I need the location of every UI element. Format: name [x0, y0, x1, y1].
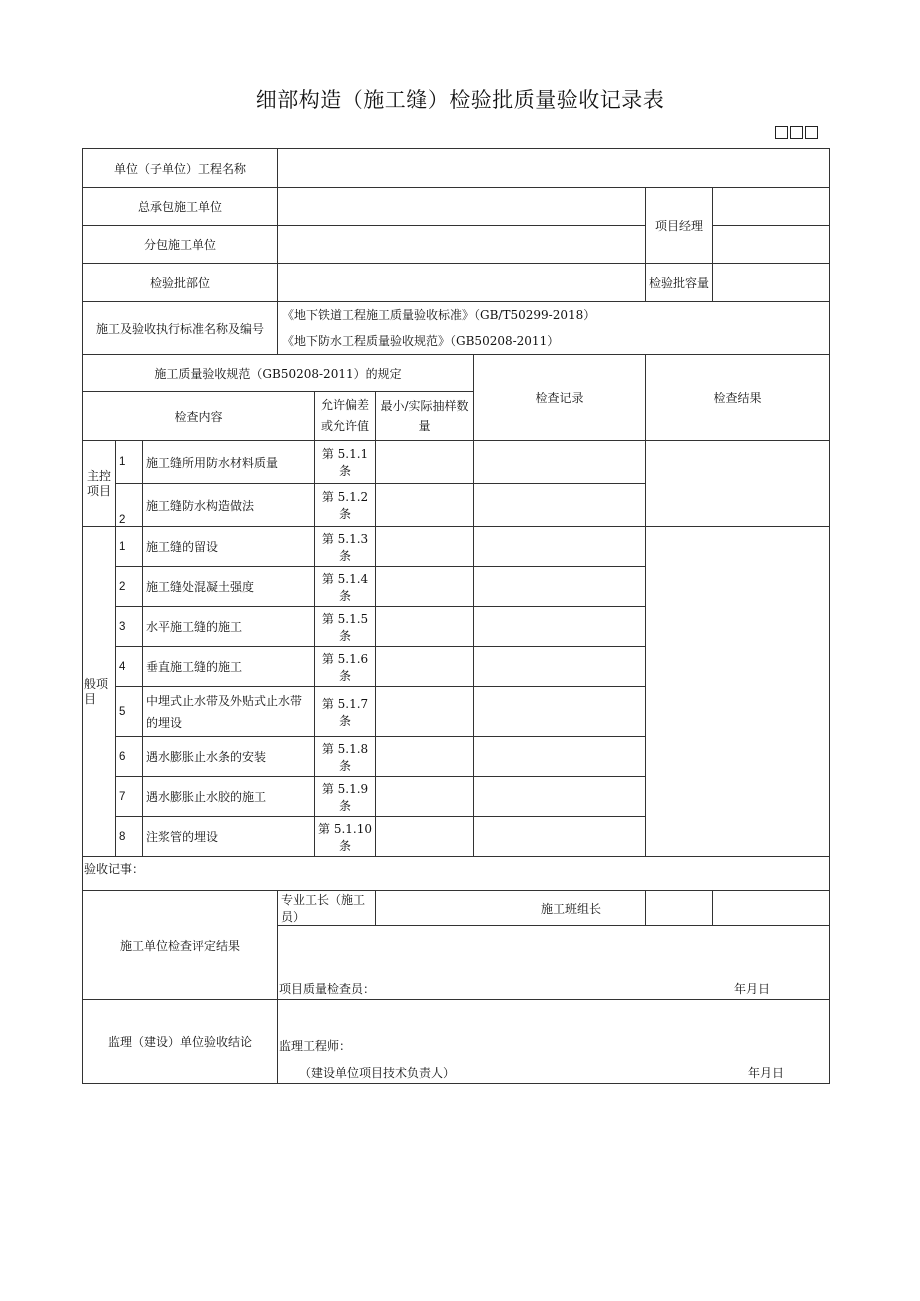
- item-content: 遇水膨胀止水条的安装: [143, 737, 315, 777]
- record-cell[interactable]: [474, 527, 646, 567]
- item-clause: 第 5.1.9 条: [315, 777, 376, 817]
- form-code-boxes: [775, 126, 818, 139]
- record-cell[interactable]: [474, 484, 646, 527]
- spec-title: 施工质量验收规范（GB50208-2011）的规定: [83, 355, 474, 392]
- sample-cell[interactable]: [376, 527, 474, 567]
- item-clause: 第 5.1.1 条: [315, 441, 376, 484]
- general-contractor-value[interactable]: [278, 188, 646, 226]
- subcontractor-manager-value[interactable]: [713, 226, 830, 264]
- foreman-label: 专业工长（施工员）: [278, 891, 376, 926]
- item-clause: 第 5.1.2 条: [315, 484, 376, 527]
- item-clause: 第 5.1.7 条: [315, 687, 376, 737]
- check-record-header: 检查记录: [474, 355, 646, 441]
- item-content: 水平施工缝的施工: [143, 607, 315, 647]
- sample-cell[interactable]: [376, 647, 474, 687]
- subcontractor-label: 分包施工单位: [83, 226, 278, 264]
- item-clause: 第 5.1.10 条: [315, 817, 376, 857]
- general-items-label: 般项目: [83, 527, 116, 857]
- standard-item: 《地下铁道工程施工质量验收标准》（GB/T50299-2018）: [282, 308, 596, 322]
- sample-cell[interactable]: [376, 567, 474, 607]
- team-leader-text: 施工班组长: [541, 901, 602, 916]
- unit-project-label: 单位（子单位）工程名称: [83, 149, 278, 188]
- inspection-capacity-label: 检验批容量: [646, 264, 713, 302]
- item-number: 1: [116, 441, 143, 484]
- sample-header: 最小/实际抽样数量: [376, 392, 474, 441]
- supervision-cell[interactable]: [278, 1000, 830, 1084]
- general-result-cell[interactable]: [646, 527, 830, 857]
- subcontractor-value[interactable]: [278, 226, 646, 264]
- record-cell[interactable]: [474, 687, 646, 737]
- item-number: 5: [116, 687, 143, 737]
- record-cell[interactable]: [474, 647, 646, 687]
- item-content: 垂直施工缝的施工: [143, 647, 315, 687]
- item-number: 2: [116, 567, 143, 607]
- sample-cell[interactable]: [376, 817, 474, 857]
- inspection-capacity-value[interactable]: [713, 264, 830, 302]
- item-number: 8: [116, 817, 143, 857]
- supervision-label: 监理（建设）单位验收结论: [83, 1000, 278, 1084]
- sample-cell[interactable]: [376, 607, 474, 647]
- owner-rep-label: （建设单位项目技术负责人）: [299, 1066, 456, 1080]
- inspector-label: 项目质量检查员：: [279, 982, 376, 996]
- acceptance-notes[interactable]: 验收记事：: [83, 857, 830, 891]
- item-clause: 第 5.1.8 条: [315, 737, 376, 777]
- general-contractor-label: 总承包施工单位: [83, 188, 278, 226]
- team-leader-value[interactable]: [713, 891, 830, 926]
- project-manager-value[interactable]: [713, 188, 830, 226]
- inspector-row: [279, 980, 826, 997]
- item-content: 施工缝所用防水材料质量: [143, 441, 315, 484]
- standards-list: [278, 302, 830, 355]
- item-content: 遇水膨胀止水胶的施工: [143, 777, 315, 817]
- item-content: 施工缝处混凝土强度: [143, 567, 315, 607]
- foreman-value[interactable]: [376, 891, 646, 926]
- item-content: 注浆管的埋设: [143, 817, 315, 857]
- item-number: 2: [116, 484, 143, 527]
- sample-cell[interactable]: [376, 484, 474, 527]
- item-number: 3: [116, 607, 143, 647]
- supervision-date-row: [279, 1064, 826, 1081]
- item-clause: 第 5.1.3 条: [315, 527, 376, 567]
- supervision-engineer-label: 监理工程师：: [279, 1039, 352, 1053]
- record-cell[interactable]: [474, 737, 646, 777]
- main-result-cell[interactable]: [646, 441, 830, 527]
- item-number: 7: [116, 777, 143, 817]
- item-number: 1: [116, 527, 143, 567]
- construction-eval-cell[interactable]: [278, 926, 830, 1000]
- sample-cell[interactable]: [376, 777, 474, 817]
- inspection-location-value[interactable]: [278, 264, 646, 302]
- team-leader-label: [541, 891, 713, 926]
- item-clause: 第 5.1.5 条: [315, 607, 376, 647]
- date-label: 年月日: [748, 1066, 785, 1080]
- unit-project-value[interactable]: [278, 149, 830, 188]
- project-manager-label: 项目经理: [646, 188, 713, 264]
- item-clause: 第 5.1.4 条: [315, 567, 376, 607]
- item-content: 中埋式止水带及外贴式止水带的埋设: [143, 687, 315, 737]
- inspection-form-table: [82, 148, 830, 1084]
- item-number: 4: [116, 647, 143, 687]
- sample-cell[interactable]: [376, 687, 474, 737]
- date-label: 年月日: [734, 982, 771, 996]
- record-cell[interactable]: [474, 567, 646, 607]
- tolerance-header: 允许偏差或允许值: [315, 392, 376, 441]
- record-cell[interactable]: [474, 777, 646, 817]
- check-result-header: 检查结果: [646, 355, 830, 441]
- main-items-label: 主控项目: [83, 441, 116, 527]
- page-title: 细部构造（施工缝）检验批质量验收记录表: [255, 88, 665, 112]
- item-content: 施工缝防水构造做法: [143, 484, 315, 527]
- sample-cell[interactable]: [376, 737, 474, 777]
- inspection-location-label: 检验批部位: [83, 264, 278, 302]
- code-box[interactable]: [805, 126, 818, 139]
- record-cell[interactable]: [474, 817, 646, 857]
- item-clause: 第 5.1.6 条: [315, 647, 376, 687]
- record-cell[interactable]: [474, 607, 646, 647]
- code-box[interactable]: [790, 126, 803, 139]
- standard-item: 《地下防水工程质量验收规范》（GB50208-2011）: [282, 334, 560, 348]
- item-number: 6: [116, 737, 143, 777]
- sample-cell[interactable]: [376, 441, 474, 484]
- item-content: 施工缝的留设: [143, 527, 315, 567]
- standards-label: 施工及验收执行标准名称及编号: [83, 302, 278, 355]
- code-box[interactable]: [775, 126, 788, 139]
- check-content-header: 检查内容: [83, 392, 315, 441]
- construction-eval-label: 施工单位检查评定结果: [83, 891, 278, 1000]
- record-cell[interactable]: [474, 441, 646, 484]
